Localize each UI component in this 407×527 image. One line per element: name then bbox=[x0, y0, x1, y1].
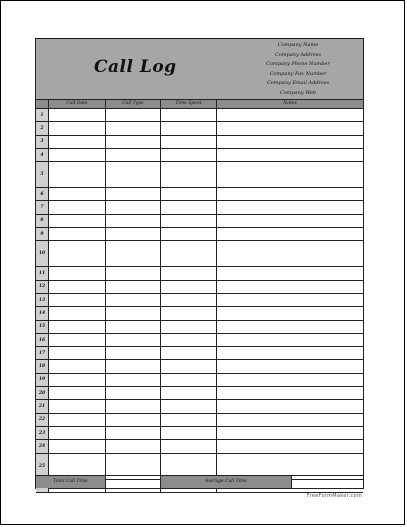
notes-cell[interactable] bbox=[217, 374, 363, 386]
call-type-cell[interactable] bbox=[106, 347, 161, 359]
call-type-cell[interactable] bbox=[106, 162, 161, 187]
call-date-cell[interactable] bbox=[49, 281, 106, 293]
row-number: 22 bbox=[36, 414, 49, 426]
average-call-time-field[interactable] bbox=[292, 476, 363, 488]
call-date-cell[interactable] bbox=[49, 149, 106, 161]
total-call-time-label: Total Call Time bbox=[36, 476, 106, 488]
row-number: 5 bbox=[36, 162, 49, 187]
row-number: 23 bbox=[36, 427, 49, 439]
time-spent-cell[interactable] bbox=[161, 321, 217, 333]
call-date-cell[interactable] bbox=[49, 162, 106, 187]
call-date-cell[interactable] bbox=[49, 267, 106, 279]
row-number: 6 bbox=[36, 188, 49, 200]
total-call-time-field[interactable] bbox=[106, 476, 161, 488]
time-spent-cell[interactable] bbox=[161, 109, 217, 121]
call-type-cell[interactable] bbox=[106, 294, 161, 306]
row-number: 10 bbox=[36, 241, 49, 266]
row-number: 7 bbox=[36, 201, 49, 213]
time-spent-cell[interactable] bbox=[161, 281, 217, 293]
call-date-cell[interactable] bbox=[49, 136, 106, 148]
call-type-cell[interactable] bbox=[106, 109, 161, 121]
call-date-cell[interactable] bbox=[49, 307, 106, 319]
time-spent-cell[interactable] bbox=[161, 188, 217, 200]
time-spent-cell[interactable] bbox=[161, 334, 217, 346]
notes-cell[interactable] bbox=[217, 387, 363, 399]
time-spent-cell[interactable] bbox=[161, 427, 217, 439]
table-row bbox=[36, 241, 363, 267]
notes-cell[interactable] bbox=[217, 414, 363, 426]
call-date-cell[interactable] bbox=[49, 440, 106, 452]
time-spent-cell[interactable] bbox=[161, 228, 217, 240]
row-number: 8 bbox=[36, 215, 49, 227]
row-number: 13 bbox=[36, 294, 49, 306]
time-spent-cell[interactable] bbox=[161, 414, 217, 426]
call-type-cell[interactable] bbox=[106, 307, 161, 319]
form-header bbox=[36, 39, 363, 100]
call-type-cell[interactable] bbox=[106, 321, 161, 333]
call-type-cell[interactable] bbox=[106, 281, 161, 293]
company-phone: Company Phone Number bbox=[266, 61, 330, 67]
notes-cell[interactable] bbox=[217, 267, 363, 279]
time-spent-cell[interactable] bbox=[161, 294, 217, 306]
notes-cell[interactable] bbox=[217, 241, 363, 266]
column-header-notes: Notes bbox=[283, 101, 297, 106]
table-row bbox=[36, 188, 363, 201]
company-address: Company Address bbox=[275, 51, 321, 58]
call-type-cell[interactable] bbox=[106, 360, 161, 372]
time-spent-cell[interactable] bbox=[161, 307, 217, 319]
table-row bbox=[36, 162, 363, 188]
time-spent-cell[interactable] bbox=[161, 400, 217, 412]
call-date-cell[interactable] bbox=[49, 188, 106, 200]
table-row bbox=[36, 387, 363, 400]
row-number: 24 bbox=[36, 440, 49, 452]
row-number: 12 bbox=[36, 281, 49, 293]
time-spent-cell[interactable] bbox=[161, 162, 217, 187]
row-number: 9 bbox=[36, 228, 49, 240]
notes-cell[interactable] bbox=[217, 347, 363, 359]
notes-cell[interactable] bbox=[217, 281, 363, 293]
call-date-cell[interactable] bbox=[49, 360, 106, 372]
notes-cell[interactable] bbox=[217, 215, 363, 227]
call-type-cell[interactable] bbox=[106, 201, 161, 213]
table-row bbox=[36, 347, 363, 360]
column-header-call-type: Call Type bbox=[106, 100, 161, 108]
notes-cell[interactable] bbox=[217, 136, 363, 148]
call-date-cell[interactable] bbox=[49, 334, 106, 346]
company-email: Company Email Address bbox=[266, 80, 330, 86]
call-date-cell[interactable] bbox=[49, 400, 106, 412]
time-spent-cell[interactable] bbox=[161, 347, 217, 359]
call-date-cell[interactable] bbox=[49, 109, 106, 121]
call-type-cell[interactable] bbox=[106, 440, 161, 452]
call-type-cell[interactable] bbox=[106, 122, 161, 134]
table-row bbox=[36, 360, 363, 373]
notes-cell[interactable] bbox=[217, 307, 363, 319]
table-row bbox=[36, 440, 363, 453]
table-row bbox=[36, 374, 363, 387]
call-date-cell[interactable] bbox=[49, 374, 106, 386]
table-row bbox=[36, 400, 363, 413]
table-row bbox=[36, 228, 363, 241]
call-type-cell[interactable] bbox=[106, 400, 161, 412]
notes-cell[interactable] bbox=[217, 228, 363, 240]
table-row bbox=[36, 122, 363, 135]
call-date-cell[interactable] bbox=[49, 215, 106, 227]
table-row bbox=[36, 427, 363, 440]
call-type-cell[interactable] bbox=[106, 334, 161, 346]
column-header-time-spent: Time Spent bbox=[161, 100, 217, 108]
row-number: 25 bbox=[36, 454, 49, 479]
table-row bbox=[36, 149, 363, 162]
row-number: 14 bbox=[36, 307, 49, 319]
row-number: 11 bbox=[36, 267, 49, 279]
call-date-cell[interactable] bbox=[49, 201, 106, 213]
table-row bbox=[36, 201, 363, 214]
time-spent-cell[interactable] bbox=[161, 440, 217, 452]
form-footer bbox=[36, 475, 363, 488]
time-spent-cell[interactable] bbox=[161, 149, 217, 161]
call-date-cell[interactable] bbox=[49, 122, 106, 134]
row-number: 21 bbox=[36, 400, 49, 412]
notes-cell[interactable] bbox=[217, 360, 363, 372]
table-row bbox=[36, 334, 363, 347]
row-number: 19 bbox=[36, 374, 49, 386]
row-number: 3 bbox=[36, 136, 49, 148]
call-type-cell[interactable] bbox=[106, 136, 161, 148]
call-date-cell[interactable] bbox=[49, 387, 106, 399]
notes-cell[interactable] bbox=[217, 149, 363, 161]
company-fax: Company Fax Number bbox=[269, 70, 327, 77]
table-row bbox=[36, 414, 363, 427]
call-type-cell[interactable] bbox=[106, 149, 161, 161]
row-number: 16 bbox=[36, 334, 49, 346]
site-credit: FreeFormMaker.com bbox=[306, 493, 362, 499]
notes-cell[interactable] bbox=[217, 321, 363, 333]
time-spent-cell[interactable] bbox=[161, 374, 217, 386]
row-number: 20 bbox=[36, 387, 49, 399]
time-spent-cell[interactable] bbox=[161, 122, 217, 134]
table-row bbox=[36, 267, 363, 280]
notes-cell[interactable] bbox=[217, 109, 363, 121]
table-row bbox=[36, 321, 363, 334]
call-log-form bbox=[35, 38, 364, 489]
notes-cell[interactable] bbox=[217, 440, 363, 452]
call-type-cell[interactable] bbox=[106, 215, 161, 227]
time-spent-cell[interactable] bbox=[161, 387, 217, 399]
company-info bbox=[239, 41, 357, 98]
call-date-cell[interactable] bbox=[49, 347, 106, 359]
row-number: 15 bbox=[36, 321, 49, 333]
table-row bbox=[36, 109, 363, 122]
notes-cell[interactable] bbox=[217, 122, 363, 134]
call-date-cell[interactable] bbox=[49, 228, 106, 240]
table-row bbox=[36, 294, 363, 307]
average-call-time-label: Average Call Time bbox=[161, 476, 292, 488]
row-number: 4 bbox=[36, 149, 49, 161]
time-spent-cell[interactable] bbox=[161, 201, 217, 213]
time-spent-cell[interactable] bbox=[161, 267, 217, 279]
call-type-cell[interactable] bbox=[106, 374, 161, 386]
notes-cell[interactable] bbox=[217, 334, 363, 346]
column-header-call-date: Call Date bbox=[49, 100, 106, 108]
call-date-cell[interactable] bbox=[49, 241, 106, 266]
call-type-cell[interactable] bbox=[106, 267, 161, 279]
notes-cell[interactable] bbox=[217, 188, 363, 200]
row-number: 18 bbox=[36, 360, 49, 372]
call-date-cell[interactable] bbox=[49, 294, 106, 306]
call-type-cell[interactable] bbox=[106, 414, 161, 426]
form-title: Call Log bbox=[94, 57, 177, 77]
time-spent-cell[interactable] bbox=[161, 241, 217, 266]
column-headers bbox=[36, 100, 363, 109]
call-type-cell[interactable] bbox=[106, 387, 161, 399]
notes-cell[interactable] bbox=[217, 400, 363, 412]
table-row bbox=[36, 215, 363, 228]
call-type-cell[interactable] bbox=[106, 241, 161, 266]
column-header-number bbox=[36, 100, 49, 108]
time-spent-cell[interactable] bbox=[161, 136, 217, 148]
table-row bbox=[36, 136, 363, 149]
call-date-cell[interactable] bbox=[49, 321, 106, 333]
row-number: 17 bbox=[36, 347, 49, 359]
company-web: Company Web bbox=[279, 89, 317, 96]
row-number: 2 bbox=[36, 122, 49, 134]
call-date-cell[interactable] bbox=[49, 427, 106, 439]
call-date-cell[interactable] bbox=[49, 414, 106, 426]
call-type-cell[interactable] bbox=[106, 228, 161, 240]
table-row bbox=[36, 281, 363, 294]
log-rows bbox=[36, 109, 363, 493]
row-number: 1 bbox=[36, 109, 49, 121]
table-row bbox=[36, 307, 363, 320]
call-type-cell[interactable] bbox=[106, 427, 161, 439]
company-name: Company Name bbox=[277, 42, 319, 48]
time-spent-cell[interactable] bbox=[161, 215, 217, 227]
time-spent-cell[interactable] bbox=[161, 360, 217, 372]
notes-cell[interactable] bbox=[217, 427, 363, 439]
notes-cell[interactable] bbox=[217, 294, 363, 306]
notes-cell[interactable] bbox=[217, 201, 363, 213]
notes-cell[interactable] bbox=[217, 162, 363, 187]
call-type-cell[interactable] bbox=[106, 188, 161, 200]
